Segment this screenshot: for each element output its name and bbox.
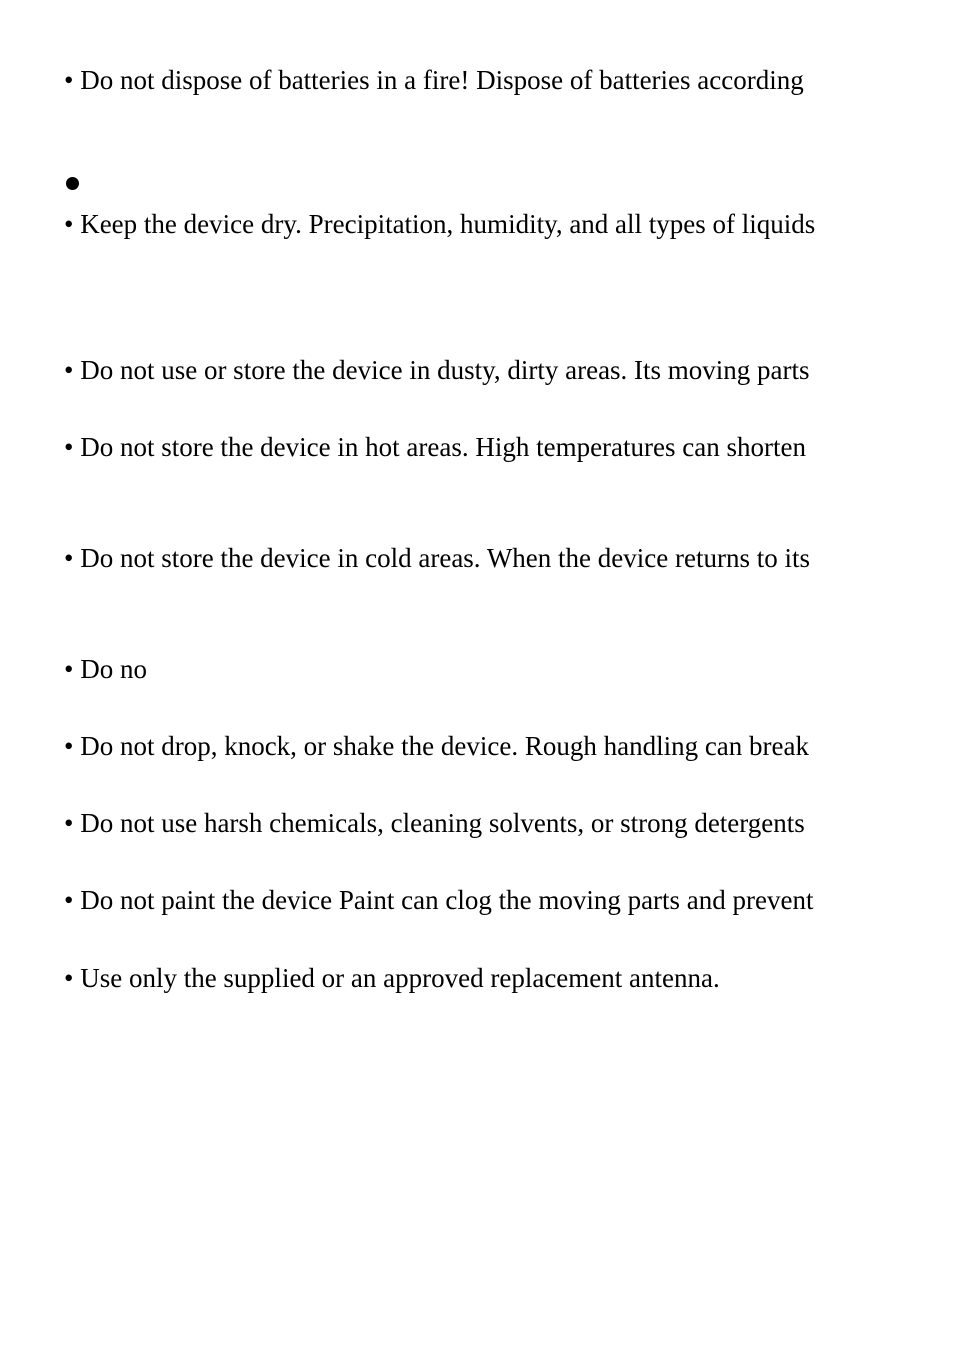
list-item: • Use only the supplied or an approved replacement antenna. (64, 963, 720, 993)
list-item: • Do not store the device in cold areas. When the device returns to its (64, 543, 810, 573)
list-item: • Do no (64, 654, 147, 684)
list-item: • Do not drop, knock, or shake the device. Rough handling can break (64, 731, 810, 761)
list-item: • Do not use harsh chemicals, cleaning solvents, or strong detergents (64, 808, 805, 838)
list-item: • Do not paint the device Paint can clog the moving parts and prevent (64, 885, 814, 915)
list-item: • Do not use or store the device in dusty, dirty areas. Its moving parts (64, 355, 810, 385)
list-item: • Do not store the device in hot areas. High temperatures can shorten (64, 432, 806, 462)
list-item: • Do not dispose of batteries in a fire! Dispose of batteries according (64, 65, 804, 95)
bullet-icon (66, 177, 79, 190)
list-item: • Keep the device dry. Precipitation, humidity, and all types of liquids (64, 209, 816, 239)
